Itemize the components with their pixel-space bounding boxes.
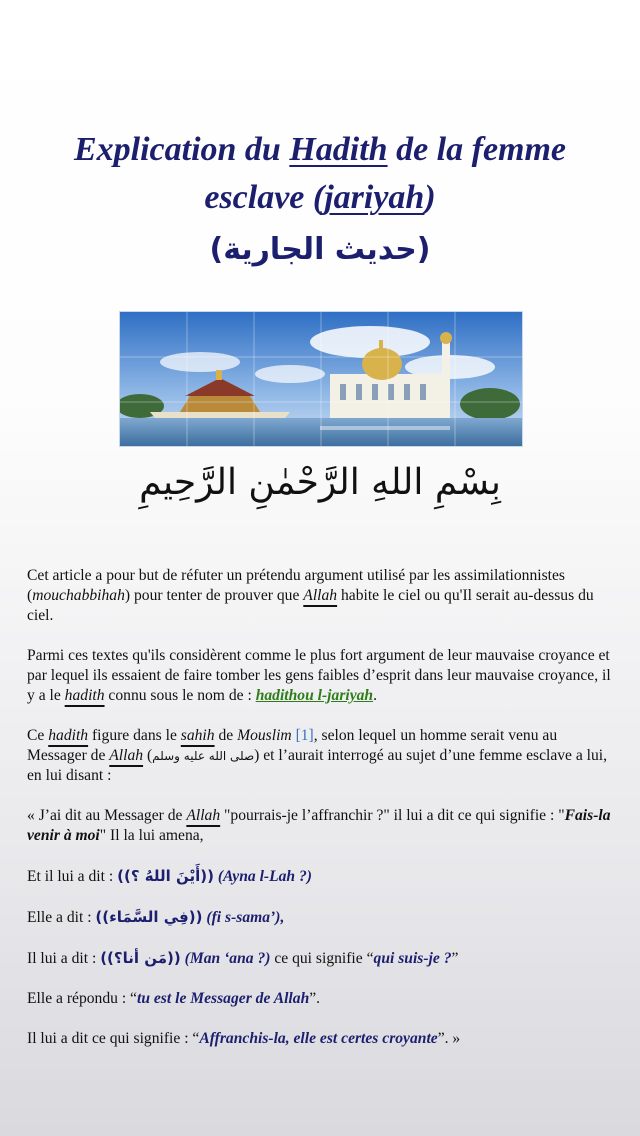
title-jariyah: jariyah <box>324 179 425 216</box>
title-hadith: Hadith <box>289 131 388 168</box>
paragraph-source <box>27 726 617 786</box>
quote-fais-la-venir: Fais-la venir à moi <box>27 807 611 844</box>
title-text: de la femme esclave ( <box>204 131 567 216</box>
text: ce qui signifie “ <box>270 950 374 967</box>
dialog-line-6 <box>27 1029 617 1049</box>
transliteration: (Man ‘ana ?) <box>184 950 271 967</box>
text: Il lui a dit ce qui signifie : “ <box>27 1030 200 1047</box>
text: "pourrais-je l’affranchir ?" il lui a dit ce qui signifie : " <box>220 807 565 824</box>
dialog-line-3 <box>27 907 617 928</box>
paragraph-arguments <box>27 646 617 706</box>
arabic-fi-s-sama: ((فِي السَّمَاء)) <box>95 908 203 926</box>
term-sahih: sahih <box>180 727 215 744</box>
text: de <box>214 727 238 744</box>
text: Elle a répondu : “ <box>27 990 137 1007</box>
article-body <box>27 566 617 1069</box>
term-allah: Allah <box>186 807 221 824</box>
term-hadithou-l-jariyah: hadithou l-jariyah <box>255 687 374 704</box>
text: Cet article a pour but de réfuter un prétendu argument utilisé par les assimilationnistes ( <box>27 567 565 604</box>
text: « J’ai dit au Messager de <box>27 807 187 824</box>
text: Ce <box>27 727 49 744</box>
text: ”. <box>309 990 321 1007</box>
text: habite le ciel ou qu'Il serait au-dessus du ciel. <box>27 587 594 624</box>
mosque-image <box>119 311 523 447</box>
text: . <box>373 687 378 704</box>
title-text: Explication du <box>73 131 290 168</box>
text: Il lui a dit : <box>27 950 101 967</box>
transliteration: (fi s-sama’), <box>206 909 285 926</box>
text: Et il lui a dit : <box>27 868 118 885</box>
arabic-subtitle: (حديث الجارية) <box>209 232 431 267</box>
text: ) et l’aurait interrogé au sujet d’une femme esclave a lui, en lui disant : <box>27 747 608 784</box>
page-title <box>40 126 600 222</box>
term-mouslim: Mouslim <box>237 727 292 744</box>
quote-qui-suis-je: qui suis-je ? <box>373 950 452 967</box>
text: , selon lequel un homme serait venu au Messager de <box>27 727 558 764</box>
text: ”. » <box>437 1030 461 1047</box>
quote-messager: tu est le Messager de Allah <box>136 990 310 1007</box>
term-hadith: hadith <box>48 727 89 744</box>
paragraph-intro <box>27 566 617 626</box>
dialog-line-5 <box>27 989 617 1009</box>
term-hadith: hadith <box>64 687 105 704</box>
dialog-line-4 <box>27 948 617 969</box>
term-allah: Allah <box>109 747 144 764</box>
salawat-arabic: صلى الله عليه وسلم <box>152 749 255 763</box>
quote-affranchis-la: Affranchis-la, elle est certes croyante <box>199 1030 438 1047</box>
text: ” <box>451 950 459 967</box>
footnote-link[interactable]: [1] <box>295 727 314 744</box>
dialog-line-2 <box>27 866 617 887</box>
title-text: ) <box>424 179 436 216</box>
text: connu sous le nom de : <box>104 687 256 704</box>
text: ( <box>143 747 153 764</box>
dialog-line-1 <box>27 806 617 846</box>
term-allah: Allah <box>303 587 338 604</box>
transliteration: (Ayna l-Lah ?) <box>217 868 312 885</box>
arabic-ayna-allah: ((أَيْنَ اللهُ ؟)) <box>117 867 214 885</box>
text: Parmi ces textes qu'ils considèrent comme le plus fort argument de leur mauvaise croyance et par lequel ils essaient de faire tomber les gens faibles d’esprit dans leur mauvaise croyance, il y a le <box>27 647 611 704</box>
arabic-man-ana: ((مَن أنا؟)) <box>100 949 181 967</box>
basmala-calligraphy: بِسْمِ اللهِ الرَّحْمٰنِ الرَّحِيمِ <box>139 462 501 503</box>
text: figure dans le <box>88 727 181 744</box>
text: Elle a dit : <box>27 909 96 926</box>
text: " Il la lui amena, <box>99 827 204 844</box>
text: ) pour tenter de prouver que <box>124 587 304 604</box>
term-mouchabbihah: mouchabbihah <box>32 587 125 604</box>
